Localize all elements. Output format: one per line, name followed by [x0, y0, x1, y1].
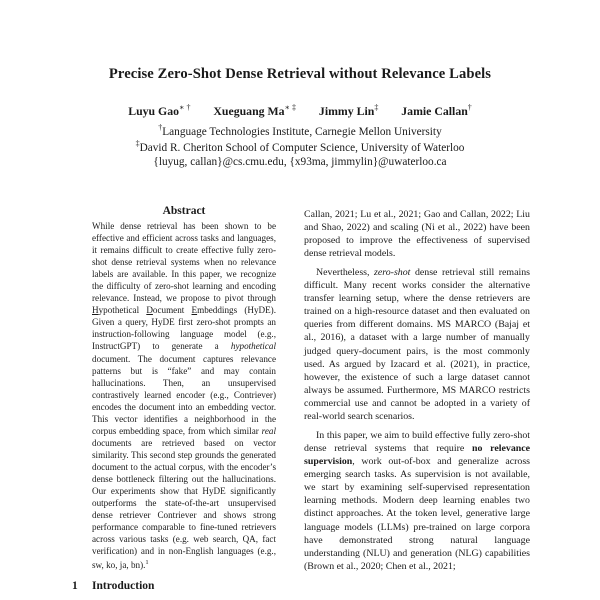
author-1: Luyu Gao∗ †: [128, 103, 191, 118]
author-2: Xueguang Ma∗ ‡: [213, 103, 296, 118]
author-4: Jamie Callan†: [401, 103, 472, 118]
section-heading-introduction: 1 Introduction: [72, 580, 155, 592]
abstract-text: While dense retrieval has been shown to be effective and efficient across tasks and languages, it remains difficult to create effective fully zero-shot dense retrieval systems when no relevance labels are available. In this paper, we recognize the difficulty of zero-shot learning and encoding relevance. Instead, we propose to pivot through Hypothetical Document Embeddings (HyDE). Given a query, HyDE first zero-shot prompts an instruction-following language model (e.g., InstructGPT) to generate a hypothetical document. The document captures relevance patterns but is “fake” and may contain hallucinations. Then, an unsupervised contrastively learned encoder (e.g., Contriever) encodes the document into an embedding vector. This vector identifies a neighborhood in the corpus embedding space, from which similar real documents are retrieved based on vector similarity. This second step grounds the generated document to the actual corpus, with the encoder’s dense bottleneck filtering out the hallucinations. Our experiments show that HyDE significantly outperforms the state-of-the-art unsupervised dense retriever Contriever and shows strong performance comparable to fine-tuned retrievers across various tasks (e.g. web search, QA, fact verification) and in non-English languages (e.g., sw, ko, ja, bn).$^1$: [92, 221, 276, 571]
abstract-section: [88, 205, 280, 571]
author-emails: {luyug, callan}@cs.cmu.edu, {x93ma, jimmylin}@uwaterloo.ca: [153, 156, 447, 168]
author-3: Jimmy Lin‡: [318, 103, 379, 118]
affiliation-2: ‡David R. Cheriton School of Computer Science, University of Waterloo: [135, 139, 465, 154]
abstract-heading: Abstract: [162, 205, 206, 217]
affiliation-1: †Language Technologies Institute, Carnegie Mellon University: [158, 123, 442, 138]
footnote-mark[interactable]: 1: [145, 559, 149, 567]
paragraph-3: In this paper, we aim to build effective fully zero-shot dense retrieval systems that require no relevance supervision, work out-of-box and generalize across emerging search tasks. As supervision is not available, we start by examining self-supervised representation learning methods. Modern deep learning enables two distinct approaches. At the token level, generative large language models (LLMs) pre-trained on large corpora have demonstrated strong natural language understanding (NLU) and generation (NLG) capabilities (Brown et al., 2020; Chen et al., 2021;: [304, 429, 531, 573]
author-list: [0, 103, 600, 119]
right-column-text: [304, 208, 530, 578]
paragraph-1: Callan, 2021; Lu et al., 2021; Gao and Callan, 2022; Liu and Shao, 2022) and scaling (Ni et al., 2022) have been proposed to improve the effectiveness of supervised dense retrieval models.: [304, 209, 530, 260]
paragraph-2: Nevertheless, zero-shot dense retrieval still remains difficult. Many recent works consider the alternative transfer learning setup, where the dense retrievers are trained on a high-resource dataset and then evaluated on queries from different domains. MS MARCO (Bajaj et al., 2016), a dataset with a large number of manually judged query-document pairs, is the most commonly used. As argued by Izacard et al. (2021), in practice, however, the existence of such a large dataset cannot always be assumed. Furthermore, MS MARCO restricts commercial use and cannot be adopted in a variety of real-world search scenarios.: [304, 266, 530, 423]
paper-title: Precise Zero-Shot Dense Retrieval without Relevance Labels: [108, 66, 492, 82]
